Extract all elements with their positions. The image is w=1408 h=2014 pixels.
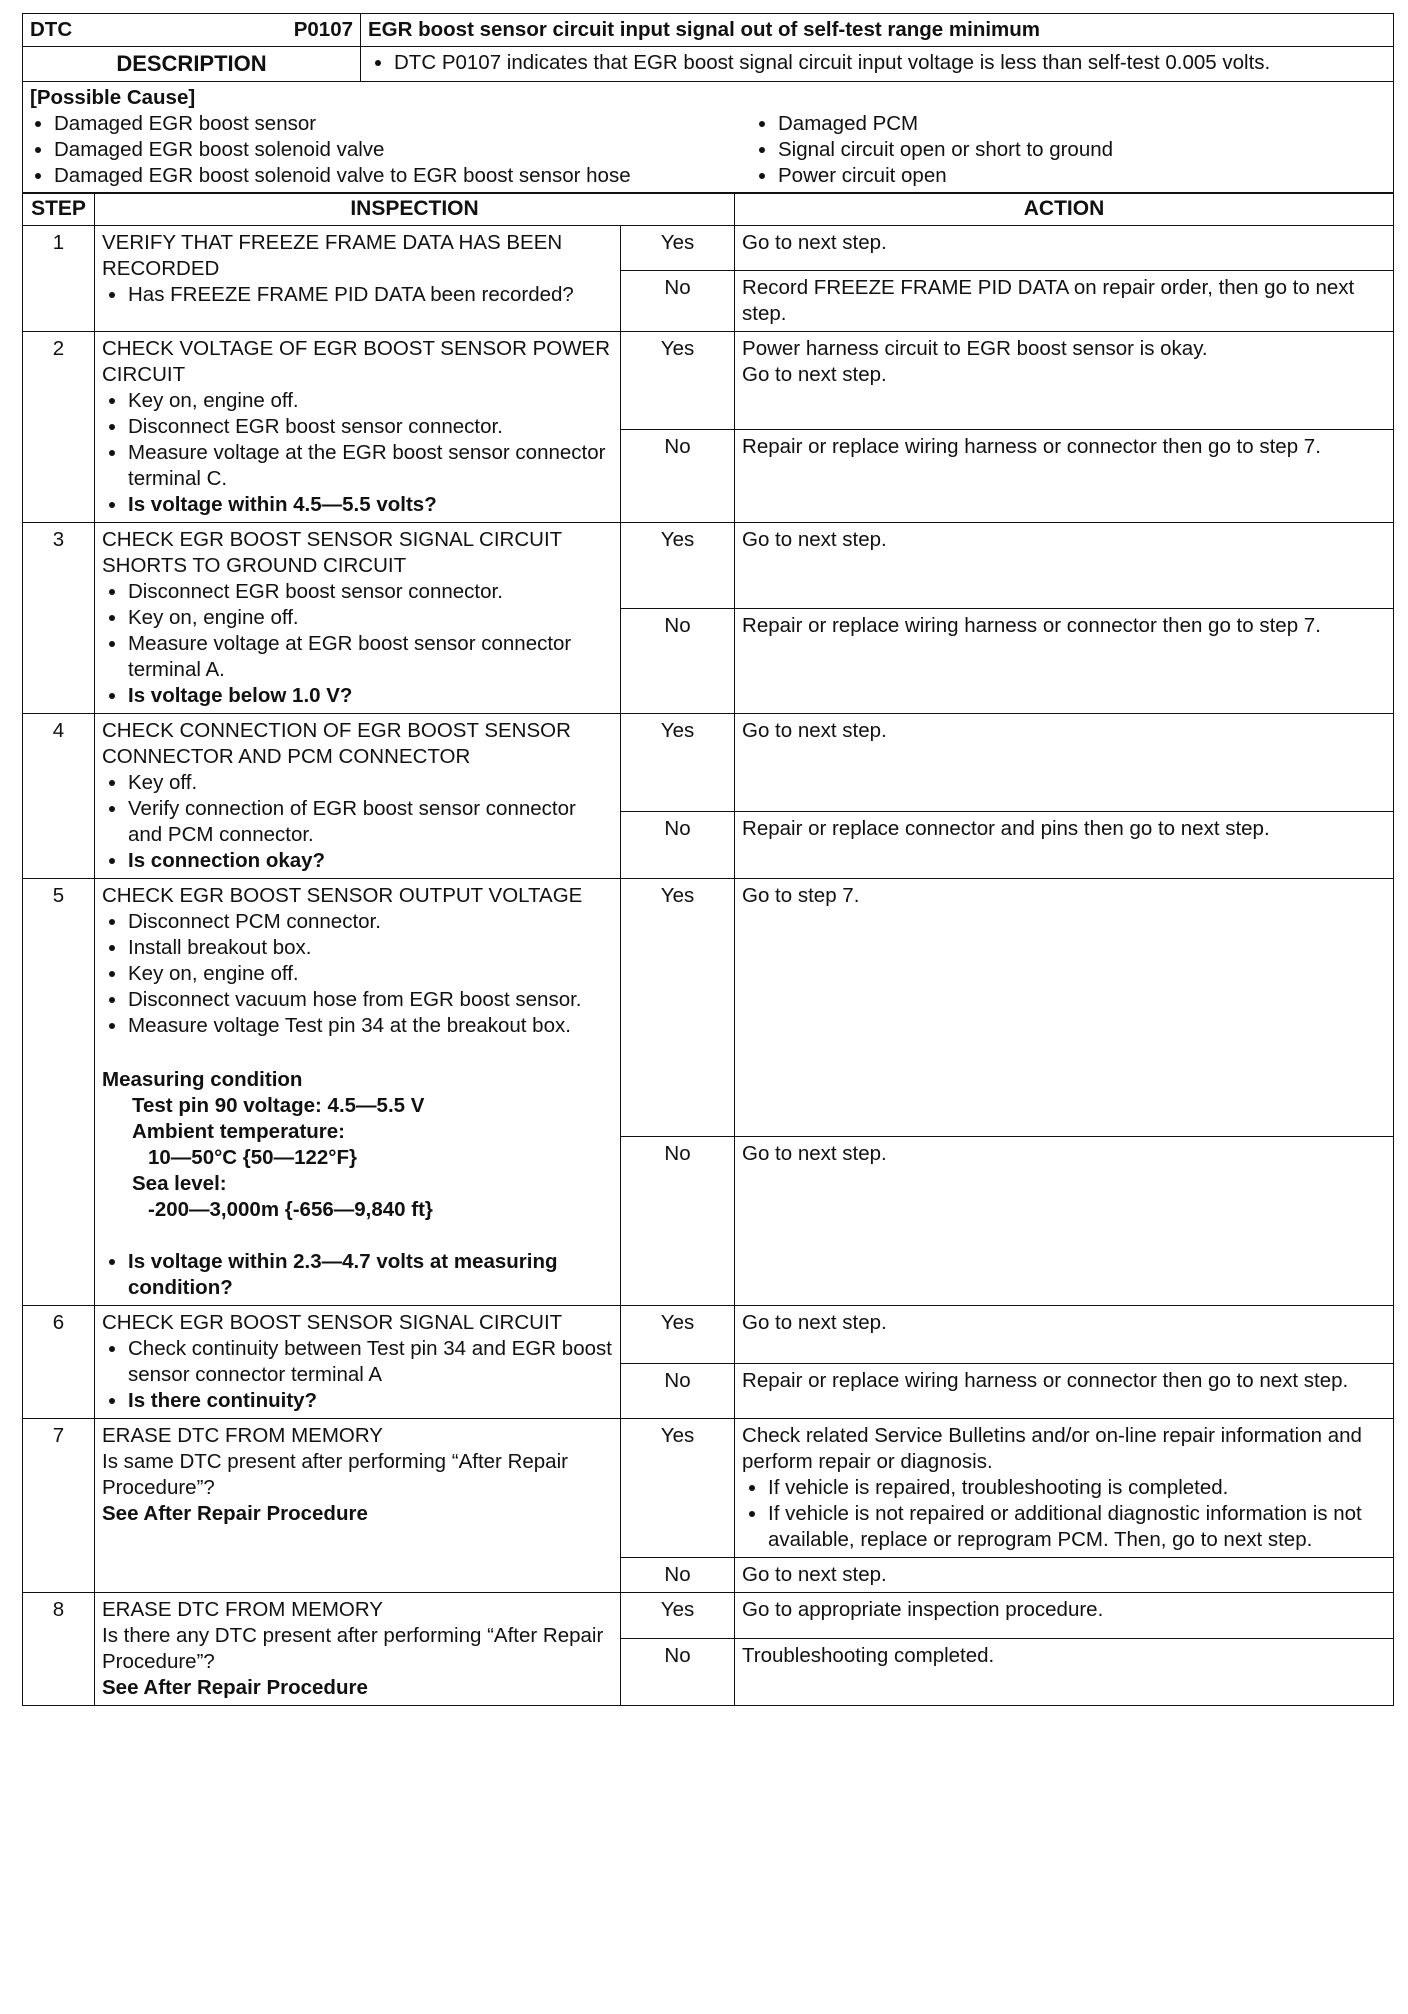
- yes-label: Yes: [621, 1306, 735, 1364]
- cause-item: • Damaged PCM: [778, 111, 1386, 137]
- step-bullet: • Key on, engine off.: [128, 388, 613, 414]
- no-action: Repair or replace wiring harness or connector then go to step 7.: [735, 609, 1394, 714]
- no-label: No: [621, 1639, 735, 1706]
- step-title: CHECK EGR BOOST SENSOR OUTPUT VOLTAGE: [102, 884, 583, 908]
- no-label: No: [621, 1558, 735, 1593]
- measuring-condition-item: Sea level:: [132, 1172, 227, 1196]
- yes-action: Go to next step.: [735, 523, 1394, 609]
- description-cell: [361, 47, 1394, 82]
- yes-action-line: Power harness circuit to EGR boost sensor is okay.: [742, 337, 1208, 361]
- step-bullet: • Verify connection of EGR boost sensor connector and PCM connector.: [128, 796, 613, 848]
- cause-item: • Damaged EGR boost sensor: [54, 111, 754, 137]
- step-inspection: [95, 1306, 621, 1419]
- step-title: ERASE DTC FROM MEMORY: [102, 1598, 383, 1622]
- step-question: • Is connection okay?: [128, 848, 613, 874]
- no-action: Repair or replace wiring harness or connector then go to step 7.: [735, 430, 1394, 523]
- step-number: 8: [23, 1593, 95, 1706]
- no-action: Go to next step.: [735, 1558, 1394, 1593]
- dtc-code: P0107: [293, 18, 353, 41]
- step-1-yes-row: [23, 226, 1394, 271]
- dtc-header-table: [22, 13, 1394, 194]
- no-action: Repair or replace wiring harness or connector then go to next step.: [735, 1364, 1394, 1419]
- step-bullet: • Install breakout box.: [128, 935, 613, 961]
- step-reference: See After Repair Procedure: [102, 1676, 368, 1700]
- column-header-row: [23, 193, 1394, 226]
- yes-label: Yes: [621, 332, 735, 430]
- dtc-label: DTC: [30, 18, 73, 41]
- yes-action: [735, 1419, 1394, 1558]
- step-bullet: • Disconnect vacuum hose from EGR boost sensor.: [128, 987, 613, 1013]
- step-title: VERIFY THAT FREEZE FRAME DATA HAS BEEN RECORDED: [102, 231, 563, 281]
- step-bullet: • Key on, engine off.: [128, 605, 613, 631]
- measuring-condition-label: Measuring condition: [102, 1068, 303, 1092]
- measuring-condition-item: Ambient temperature:: [132, 1120, 346, 1144]
- yes-action-line: Go to next step.: [742, 363, 887, 387]
- possible-cause-row: [23, 82, 1394, 194]
- cause-item: • Damaged EGR boost solenoid valve: [54, 137, 754, 163]
- step-2-yes-row: [23, 332, 1394, 430]
- no-label: No: [621, 430, 735, 523]
- no-action: Repair or replace connector and pins then go to next step.: [735, 812, 1394, 879]
- step-number: 7: [23, 1419, 95, 1593]
- yes-action: Go to appropriate inspection procedure.: [735, 1593, 1394, 1639]
- step-reference: See After Repair Procedure: [102, 1502, 368, 1526]
- step-number: 6: [23, 1306, 95, 1419]
- yes-label: Yes: [621, 714, 735, 812]
- dtc-header-row: [23, 14, 1394, 47]
- possible-cause-label: [Possible Cause]: [30, 86, 196, 109]
- description-text: • DTC P0107 indicates that EGR boost signal circuit input voltage is less than self-test 0.005 volts.: [394, 50, 1386, 76]
- measuring-condition-item: Test pin 90 voltage: 4.5—5.5 V: [132, 1094, 425, 1118]
- yes-label: Yes: [621, 879, 735, 1137]
- step-title: CHECK EGR BOOST SENSOR SIGNAL CIRCUIT: [102, 1311, 563, 1335]
- no-label: No: [621, 609, 735, 714]
- cause-item: • Signal circuit open or short to ground: [778, 137, 1386, 163]
- column-action: ACTION: [735, 193, 1394, 226]
- step-title: ERASE DTC FROM MEMORY: [102, 1424, 383, 1448]
- step-bullet: • Measure voltage at EGR boost sensor connector terminal A.: [128, 631, 613, 683]
- description-label: DESCRIPTION: [23, 47, 361, 82]
- yes-action-line: Check related Service Bulletins and/or on-line repair information and perform repair or diagnosis.: [742, 1424, 1362, 1474]
- measuring-condition-value: -200—3,000m {-656—9,840 ft}: [148, 1198, 433, 1222]
- step-bullet: • Disconnect EGR boost sensor connector.: [128, 579, 613, 605]
- yes-label: Yes: [621, 1593, 735, 1639]
- step-question: • Is voltage within 2.3—4.7 volts at measuring condition?: [128, 1249, 613, 1301]
- step-bullet: • Check continuity between Test pin 34 and EGR boost sensor connector terminal A: [128, 1336, 613, 1388]
- yes-action: Go to next step.: [735, 226, 1394, 271]
- no-action: Troubleshooting completed.: [735, 1639, 1394, 1706]
- yes-label: Yes: [621, 1419, 735, 1558]
- step-number: 4: [23, 714, 95, 879]
- step-question: • Is voltage below 1.0 V?: [128, 683, 613, 709]
- column-step: STEP: [23, 193, 95, 226]
- step-question: • Is there continuity?: [128, 1388, 613, 1414]
- step-inspection: [95, 1419, 621, 1593]
- step-title: CHECK EGR BOOST SENSOR SIGNAL CIRCUIT SHORTS TO GROUND CIRCUIT: [102, 528, 562, 578]
- measuring-condition-value: 10—50°C {50—122°F}: [148, 1146, 357, 1170]
- step-inspection: [95, 714, 621, 879]
- step-bullet: • Key on, engine off.: [128, 961, 613, 987]
- cause-item: • Power circuit open: [778, 163, 1386, 189]
- step-bullet: • Key off.: [128, 770, 613, 796]
- no-label: No: [621, 1364, 735, 1419]
- step-bullet: • Disconnect PCM connector.: [128, 909, 613, 935]
- yes-label: Yes: [621, 523, 735, 609]
- step-inspection: [95, 226, 621, 332]
- step-inspection: [95, 1593, 621, 1706]
- step-title: CHECK VOLTAGE OF EGR BOOST SENSOR POWER CIRCUIT: [102, 337, 611, 387]
- yes-action: [735, 332, 1394, 430]
- description-row: [23, 47, 1394, 82]
- step-number: 3: [23, 523, 95, 714]
- step-line: Is there any DTC present after performing “After Repair Procedure”?: [102, 1624, 604, 1674]
- dtc-code-cell: [23, 14, 361, 47]
- no-label: No: [621, 271, 735, 332]
- yes-action-bullet: • If vehicle is not repaired or additional diagnostic information is not available, replace or reprogram PCM. Then, go to next step.: [768, 1501, 1386, 1553]
- yes-action: Go to next step.: [735, 714, 1394, 812]
- no-action: Record FREEZE FRAME PID DATA on repair order, then go to next step.: [735, 271, 1394, 332]
- step-number: 2: [23, 332, 95, 523]
- step-6-yes-row: [23, 1306, 1394, 1364]
- step-bullet: • Disconnect EGR boost sensor connector.: [128, 414, 613, 440]
- yes-action-bullet: • If vehicle is repaired, troubleshooting is completed.: [768, 1475, 1386, 1501]
- step-question: • Is voltage within 4.5—5.5 volts?: [128, 492, 613, 518]
- dtc-title: EGR boost sensor circuit input signal out of self-test range minimum: [361, 14, 1394, 47]
- step-3-yes-row: [23, 523, 1394, 609]
- step-inspection: [95, 523, 621, 714]
- no-label: No: [621, 812, 735, 879]
- step-title: CHECK CONNECTION OF EGR BOOST SENSOR CONNECTOR AND PCM CONNECTOR: [102, 719, 571, 769]
- step-bullet: • Measure voltage Test pin 34 at the breakout box.: [128, 1013, 613, 1039]
- dtc-document: [22, 13, 1394, 1706]
- step-inspection: [95, 879, 621, 1306]
- step-inspection: [95, 332, 621, 523]
- yes-action: Go to next step.: [735, 1306, 1394, 1364]
- possible-cause-list: [30, 111, 1386, 189]
- possible-cause-cell: [23, 82, 1394, 194]
- step-line: Is same DTC present after performing “After Repair Procedure”?: [102, 1450, 568, 1500]
- column-inspection: INSPECTION: [95, 193, 735, 226]
- yes-label: Yes: [621, 226, 735, 271]
- inspection-table: [22, 192, 1394, 1706]
- step-bullet: • Measure voltage at the EGR boost sensor connector terminal C.: [128, 440, 613, 492]
- step-5-yes-row: [23, 879, 1394, 1137]
- step-bullet: • Has FREEZE FRAME PID DATA been recorded?: [128, 282, 613, 308]
- step-number: 1: [23, 226, 95, 332]
- no-action: Go to next step.: [735, 1137, 1394, 1306]
- yes-action: Go to step 7.: [735, 879, 1394, 1137]
- no-label: No: [621, 1137, 735, 1306]
- step-7-yes-row: [23, 1419, 1394, 1558]
- cause-item: • Damaged EGR boost solenoid valve to EGR boost sensor hose: [54, 163, 654, 189]
- step-8-yes-row: [23, 1593, 1394, 1639]
- step-4-yes-row: [23, 714, 1394, 812]
- step-number: 5: [23, 879, 95, 1306]
